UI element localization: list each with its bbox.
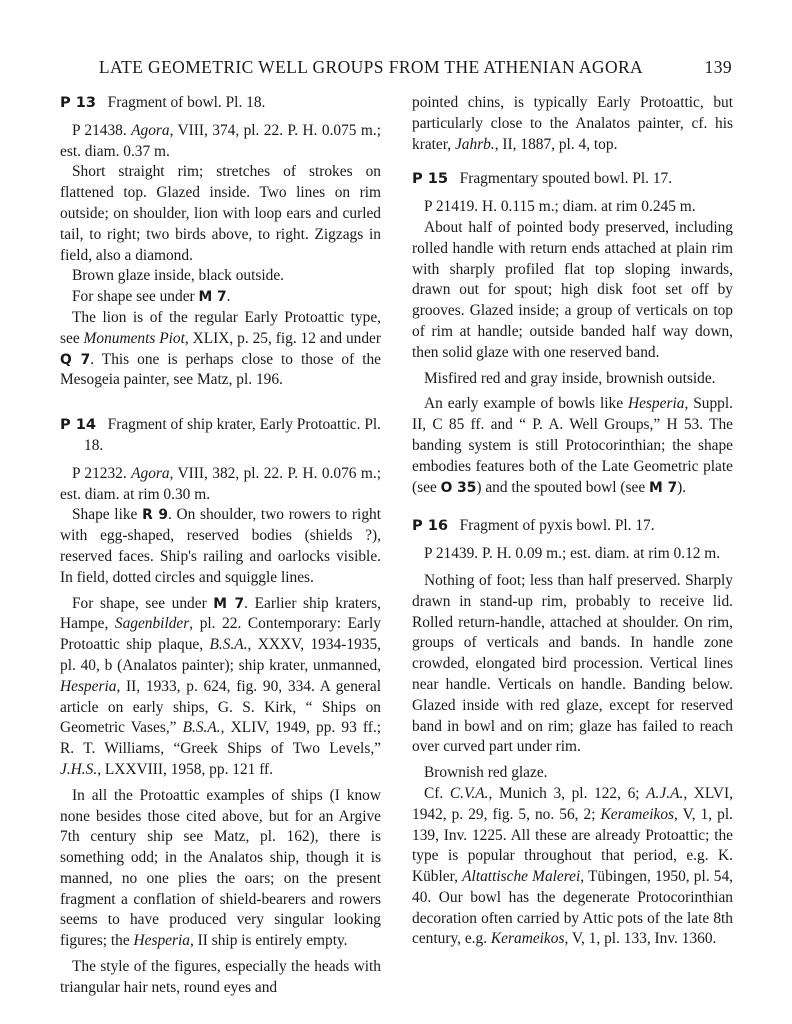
catalog-entry-heading-p15 [412,169,733,190]
glaze-note-p16: Brownish red glaze. [424,764,548,782]
commentary-p16: Cf. C.V.A., Munich 3, pl. 122, 6; A.J.A., XLVI, 1942, p. 29, fig. 5, no. 56, 2; Kerameikos, V, 1, pl. 139, Inv. 1225. All these are already Protoattic; the type is popular throughout that period, e.g. K. Kübler, Altattische Malerei, Tübingen, 1950, pl. 54, 40. Our bowl has the degenerate Protocorinthian decoration often carried by Attic pots of the late 8th century, e.g. Kerameikos, V, 1, pl. 133, Inv. 1360. [412,784,733,948]
cross-reference: Q 7 [60,351,91,368]
glaze-note-p13: Brown glaze inside, black outside. [72,267,284,285]
catalog-number: P 13 [60,94,97,111]
catalog-entry-heading-p16 [412,516,733,537]
catalog-meta-p15: P 21419. H. 0.115 m.; diam. at rim 0.245 m. [424,198,696,216]
catalog-title: Fragmentary spouted bowl. Pl. 17. [459,170,673,188]
catalog-entry-heading-p14 [60,415,381,457]
cross-reference: O 35 [440,479,477,496]
right-column [412,93,733,950]
firing-note-p15: Misfired red and gray inside, brownish outside. [424,369,716,387]
description-p16: Nothing of foot; less than half preserved. Sharply drawn in stand-up rim, probably to receive lid. Rolled return-handle, attached at shoulder. On rim, groups of verticals and bands. In handle zone crowded, elongated bird procession. Vertical lines near handle. Verticals on handle. Banding below. Glazed inside with red glaze, except for reserved band in bowl and on rim; glaze has failed to reach over curved part under rim. [412,571,733,756]
cross-reference: M 7 [649,479,678,496]
running-header [60,57,732,83]
cross-reference: R 9 [142,507,168,524]
cross-reference: M 7 [213,595,245,612]
style-note-p14: The style of the figures, especially the heads with triangular hair nets, round eyes and [60,958,381,996]
shape-note-p13: For shape see under M 7. [72,288,231,306]
catalog-meta-p13: P 21438. Agora, VIII, 374, pl. 22. P. H. 0.075 m.; est. diam. 0.37 m. [60,121,381,160]
catalog-number: P 14 [60,416,97,434]
cross-reference: M 7 [198,289,227,306]
catalog-number: P 16 [412,517,449,535]
shape-note-p14: For shape, see under M 7. Earlier ship kraters, Hampe, Sagenbilder, pl. 22. Contemporary: Early Protoattic ship plaque, B.S.A., XXXV, 1934-1935, pl. 40, b (Analatos painter); ship krater, unmanned, Hesperia, II, 1933, p. 624, fig. 90, 334. A general article on early ships, G. S. Kirk, “ Ships on Geometric Vases,” B.S.A., XLIV, 1949, pp. 93 ff.; R. T. Williams, “Greek Ships of Two Levels,” J.H.S., LXXVIII, 1958, pp. 121 ff. [60,594,382,778]
description-p13: Short straight rim; stretches of strokes on flattened top. Glazed inside. Two lines on rim outside; on shoulder, lion with loop ears and curled tail, to right; two birds above, to right. Zigzags in field, also a diamond. [60,163,381,264]
page-number: 139 [704,57,732,77]
catalog-title: Fragment of ship krater, Early Protoattic. Pl. 18. [84,416,382,454]
commentary-p15: An early example of bowls like Hesperia, Suppl. II, C 85 ff. and “ P. A. Well Groups,” H 53. The banding system is still Protocorinthian; the shape embodies features both of the Late Geometric plate (see O 35) and the spouted bowl (see M 7). [412,395,733,496]
catalog-entry-heading-p13 [60,93,381,114]
continued-commentary-p14: pointed chins, is typically Early Protoattic, but particularly close to the Analatos painter, cf. his krater, Jahrb., II, 1887, pl. 4, top. [412,94,733,153]
catalog-meta-p16: P 21439. P. H. 0.09 m.; est. diam. at rim 0.12 m. [424,545,721,563]
catalog-number: P 15 [412,170,449,188]
description-p14: Shape like R 9. On shoulder, two rowers to right with egg-shaped, reserved bodies (shields ?), reserved faces. Ship's railing and oarlocks visible. In field, dotted circles and squiggle lines. [60,506,381,586]
running-title: LATE GEOMETRIC WELL GROUPS FROM THE ATHENIAN AGORA [98,57,644,77]
catalog-meta-p14: P 21232. Agora, VIII, 382, pl. 22. P. H. 0.076 m.; est. diam. at rim 0.30 m. [60,464,381,503]
catalog-title: Fragment of pyxis bowl. Pl. 17. [459,517,655,535]
description-p15: About half of pointed body preserved, including rolled handle with return ends attached at plain rim with sharply profiled flat top sloping inwards, drawn out for spout; high disk foot set off by grooves. Glazed inside; a group of verticals on top of rim at handle; outside banded half way down, then solid glaze with one reserved band. [412,218,733,361]
commentary-p14: In all the Protoattic examples of ships (I know none besides those cited above, but for an Argive 7th century ship see Matz, pl. 162), there is something odd; in the Analatos ship, though it is manned, no one plies the oars; on the present fragment a conflation of shield-bearers and rowers seems to have produced very singular looking figures; the Hesperia, II ship is entirely empty. [60,786,381,950]
commentary-p13: The lion is of the regular Early Protoattic type, see Monuments Piot, XLIX, p. 25, fig. 12 and under Q 7. This one is perhaps close to those of the Mesogeia painter, see Matz, pl. 196. [60,308,381,389]
left-column [60,93,381,999]
catalog-title: Fragment of bowl. Pl. 18. [107,94,266,111]
